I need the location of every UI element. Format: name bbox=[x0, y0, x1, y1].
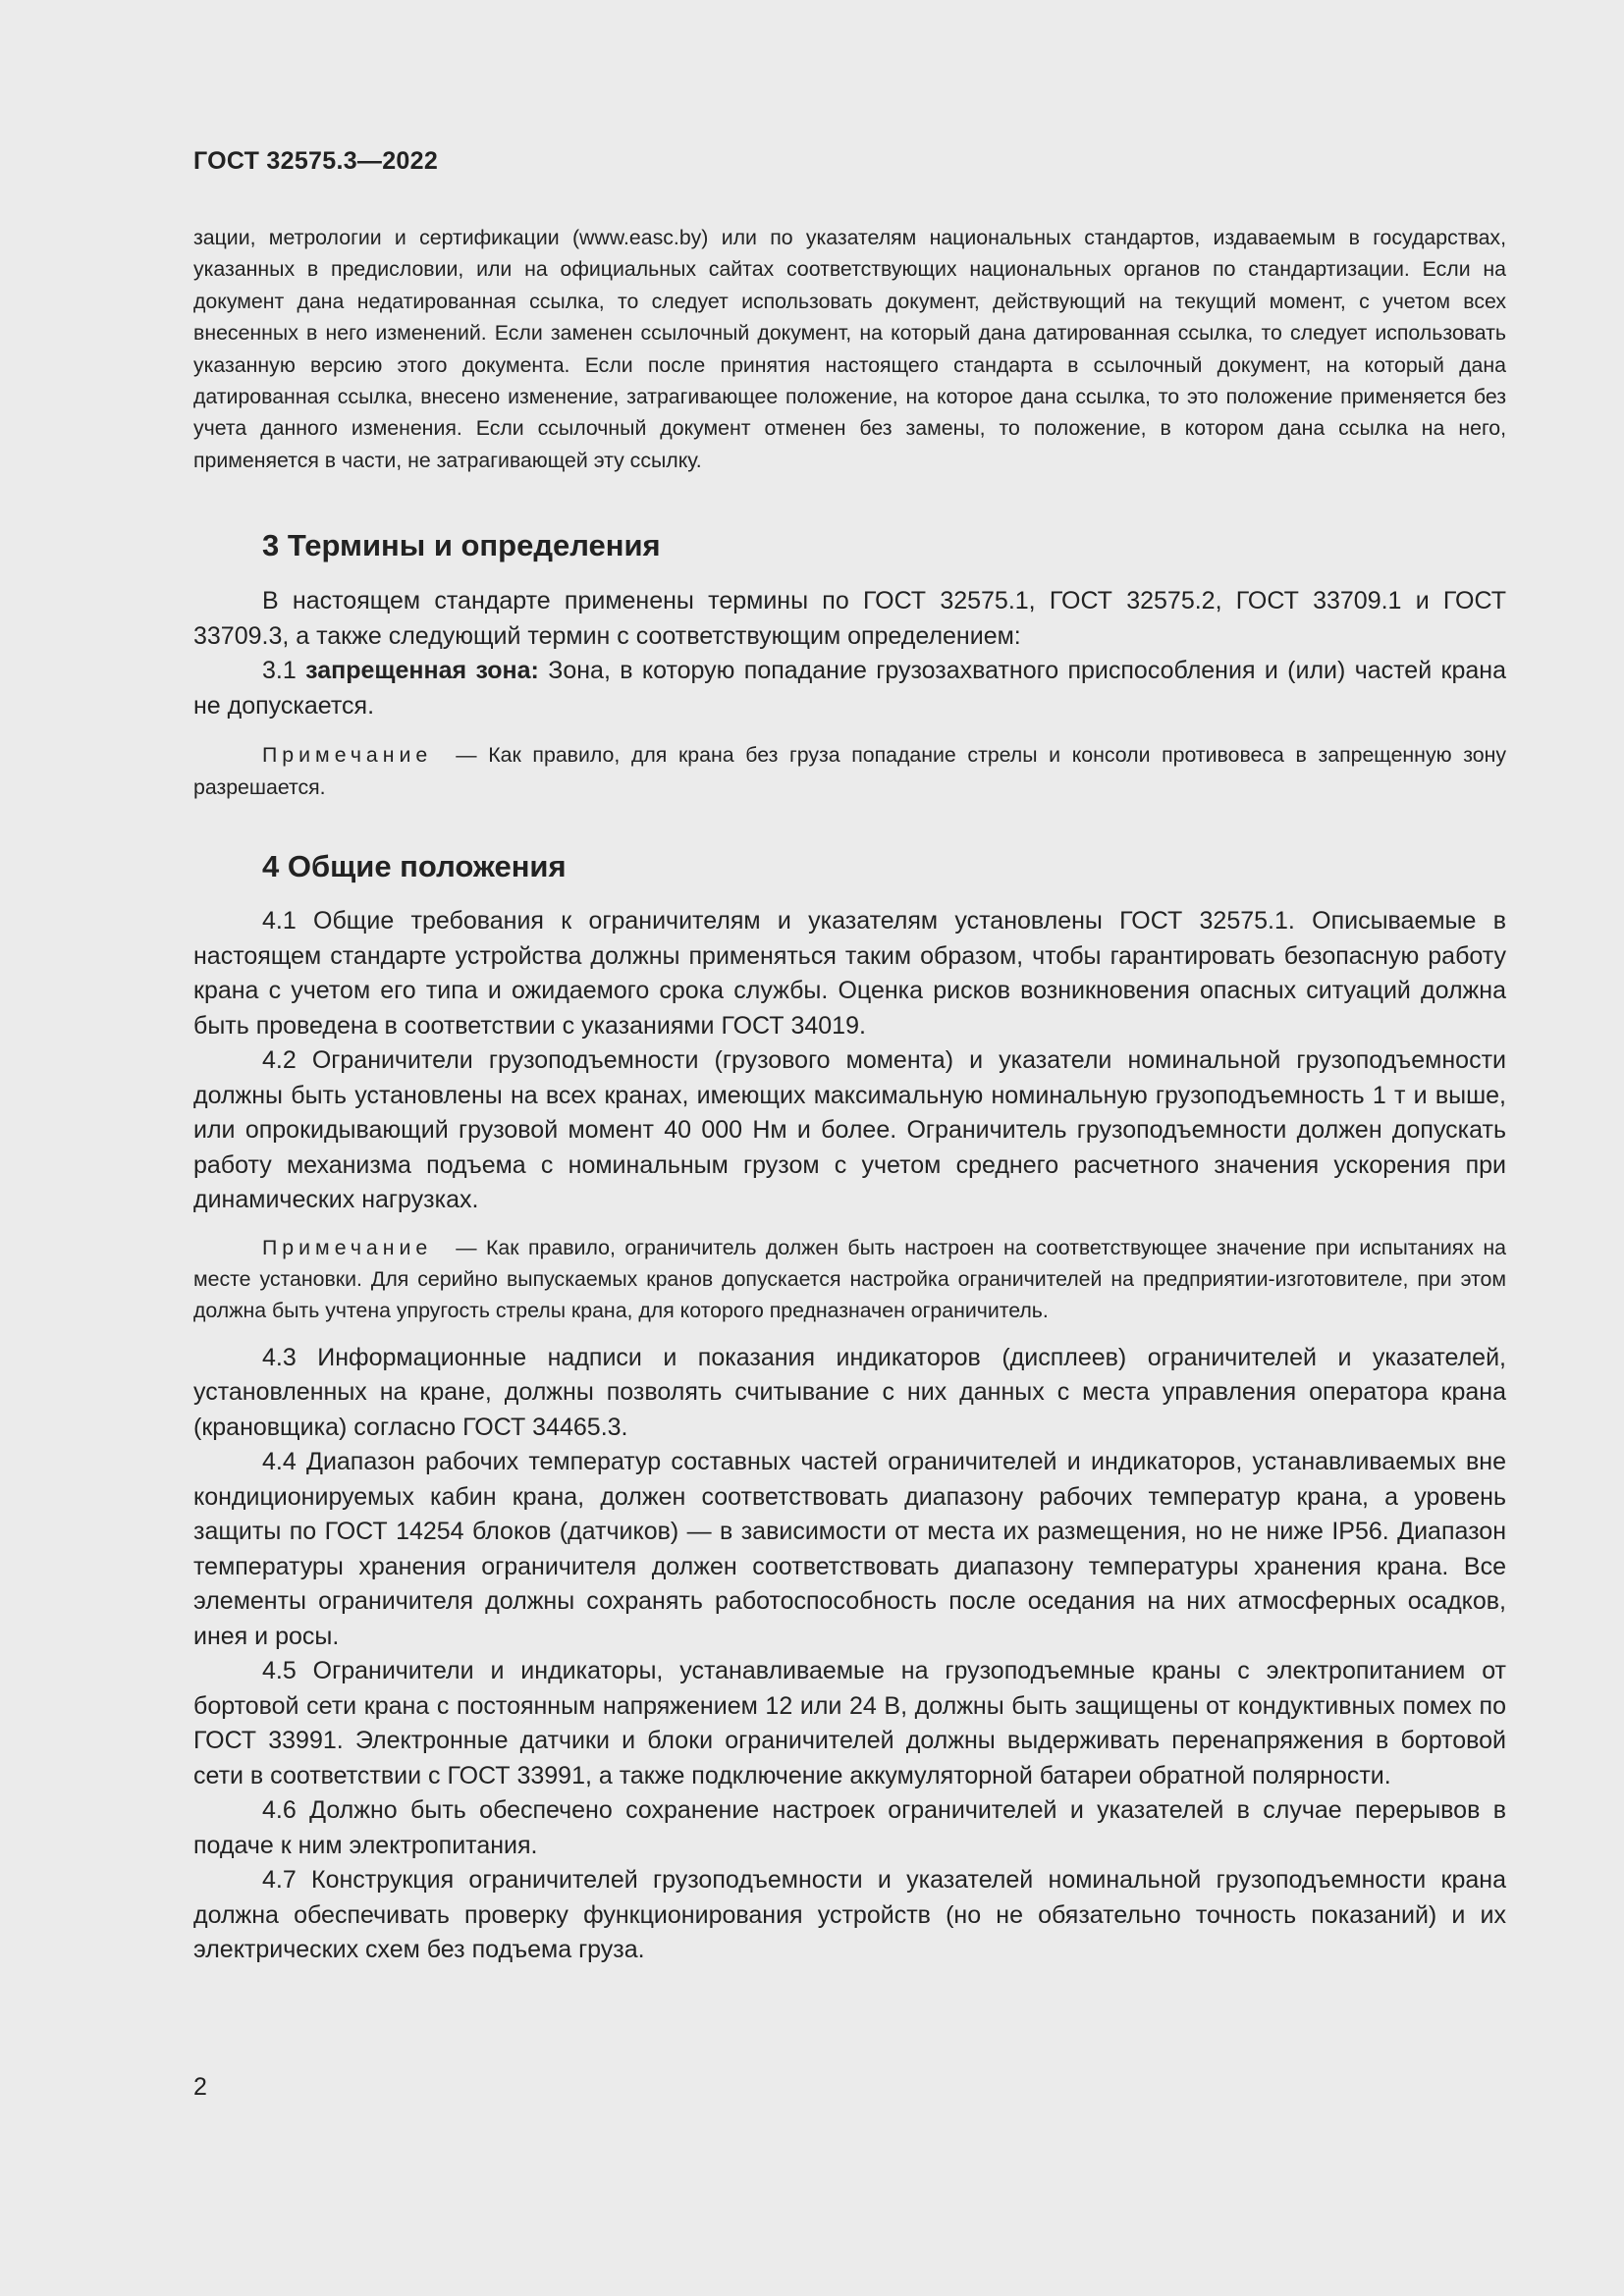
section-3-note bbox=[193, 739, 1506, 803]
term-3-1 bbox=[193, 654, 1506, 723]
document-header: ГОСТ 32575.3—2022 bbox=[193, 147, 439, 175]
section-3-paragraph: В настоящем стандарте применены термины по ГОСТ 32575.1, ГОСТ 32575.2, ГОСТ 33709.1 и ГОСТ 33709.3, а также следующий термин с соответствующим определением: bbox=[193, 587, 1506, 650]
paragraph-4-5: 4.5 Ограничители и индикаторы, устанавливаемые на грузоподъемные краны с электропитанием от бортовой сети крана с постоянным напряжением 12 или 24 В, должны быть защищены от кондуктивных помех по ГОСТ 33991. Электронные датчики и блоки ограничителей должны выдерживать перенапряжения в бортовой сети в соответствии с ГОСТ 33991, а также подключение аккумуляторной батареи обратной полярности. bbox=[193, 1657, 1506, 1789]
section-4-title: 4 Общие положения bbox=[262, 849, 567, 884]
document-body bbox=[193, 222, 1506, 1968]
paragraph-4-2: 4.2 Ограничители грузоподъемности (грузового момента) и указатели номинальной грузоподъемности должны быть установлены на всех кранах, имеющих максимальную номинальную грузоподъемность 1 т и выше, или опрокидывающий грузовой момент 40 000 Нм и более. Ограничитель грузоподъемности должен допускать работу механизма подъема с номинальным грузом с учетом среднего расчетного значения ускорения при динамических нагрузках. bbox=[193, 1046, 1506, 1214]
section-3-title: 3 Термины и определения bbox=[262, 528, 661, 563]
paragraph-4-7: 4.7 Конструкция ограничителей грузоподъемности и указателей номинальной грузоподъемности крана должна обеспечивать проверку функционирования устройств (но не обязательно точность показаний) и их электрических схем без подъема груза. bbox=[193, 1866, 1506, 1964]
note-text: — Как правило, для крана без груза попадание стрелы и консоли противовеса в запрещенную зону разрешается. bbox=[193, 743, 1506, 799]
term-number: 3.1 bbox=[262, 657, 297, 685]
section-4-note bbox=[193, 1232, 1506, 1327]
note-text: — Как правило, ограничитель должен быть настроен на соответствующее значение при испытаниях на месте установки. Для серийно выпускаемых кранов допускается настройка ограничителей на предприятии-изготовителе, при этом должна быть учтена упругость стрелы крана, для которого предназначен ограничитель. bbox=[193, 1235, 1506, 1323]
term-name: запрещенная зона: bbox=[305, 657, 539, 685]
paragraph-4-3: 4.3 Информационные надписи и показания индикаторов (дисплеев) ограничителей и указателей, установленных на кране, должны позволять считывание с них данных с места управления оператора крана (крановщика) согласно ГОСТ 34465.3. bbox=[193, 1343, 1506, 1441]
term-definition: Зона, в которую попадание грузозахватного приспособления и (или) частей крана не допускается. bbox=[193, 657, 1506, 720]
paragraph-4-4: 4.4 Диапазон рабочих температур составных частей ограничителей и индикаторов, устанавливаемых вне кондиционируемых кабин крана, должен соответствовать диапазону рабочих температур крана, а уровень защиты по ГОСТ 14254 блоков (датчиков) — в зависимости от места их размещения, но не ниже IP56. Диапазон температуры хранения ограничителя должен соответствовать диапазону температуры хранения крана. Все элементы ограничителя должны сохранять работоспособность после оседания на них атмосферных осадков, инея и росы. bbox=[193, 1448, 1506, 1650]
intro-paragraph: зации, метрологии и сертификации (www.easc.by) или по указателям национальных стандартов, издаваемым в государствах, указанных в предисловии, или на официальных сайтах соответствующих национальных органов по стандартизации. Если на документ дана недатированная ссылка, то следует использовать документ, действующий на текущий момент, с учетом всех внесенных в него изменений. Если заменен ссылочный документ, на который дана датированная ссылка, то следует использовать указанную версию этого документа. Если после принятия настоящего стандарта в ссылочный документ, на который дана датированная ссылка, внесено изменение, затрагивающее положение, на которое дана ссылка, то это положение применяется без учета данного изменения. Если ссылочный документ отменен без замены, то положение, в котором дана ссылка на него, применяется в части, не затрагивающей эту ссылку. bbox=[193, 226, 1506, 472]
page-number: 2 bbox=[193, 2073, 207, 2101]
note-label: Примечание bbox=[262, 743, 433, 768]
paragraph-4-6: 4.6 Должно быть обеспечено сохранение настроек ограничителей и указателей в случае перерывов в подаче к ним электропитания. bbox=[193, 1796, 1506, 1859]
paragraph-4-1: 4.1 Общие требования к ограничителям и указателям установлены ГОСТ 32575.1. Описываемые в настоящем стандарте устройства должны применяться таким образом, чтобы гарантировать безопасную работу крана с учетом его типа и ожидаемого срока службы. Оценка рисков возникновения опасных ситуаций должна быть проведена в соответствии с указаниями ГОСТ 34019. bbox=[193, 907, 1506, 1040]
note-label: Примечание bbox=[262, 1235, 433, 1259]
